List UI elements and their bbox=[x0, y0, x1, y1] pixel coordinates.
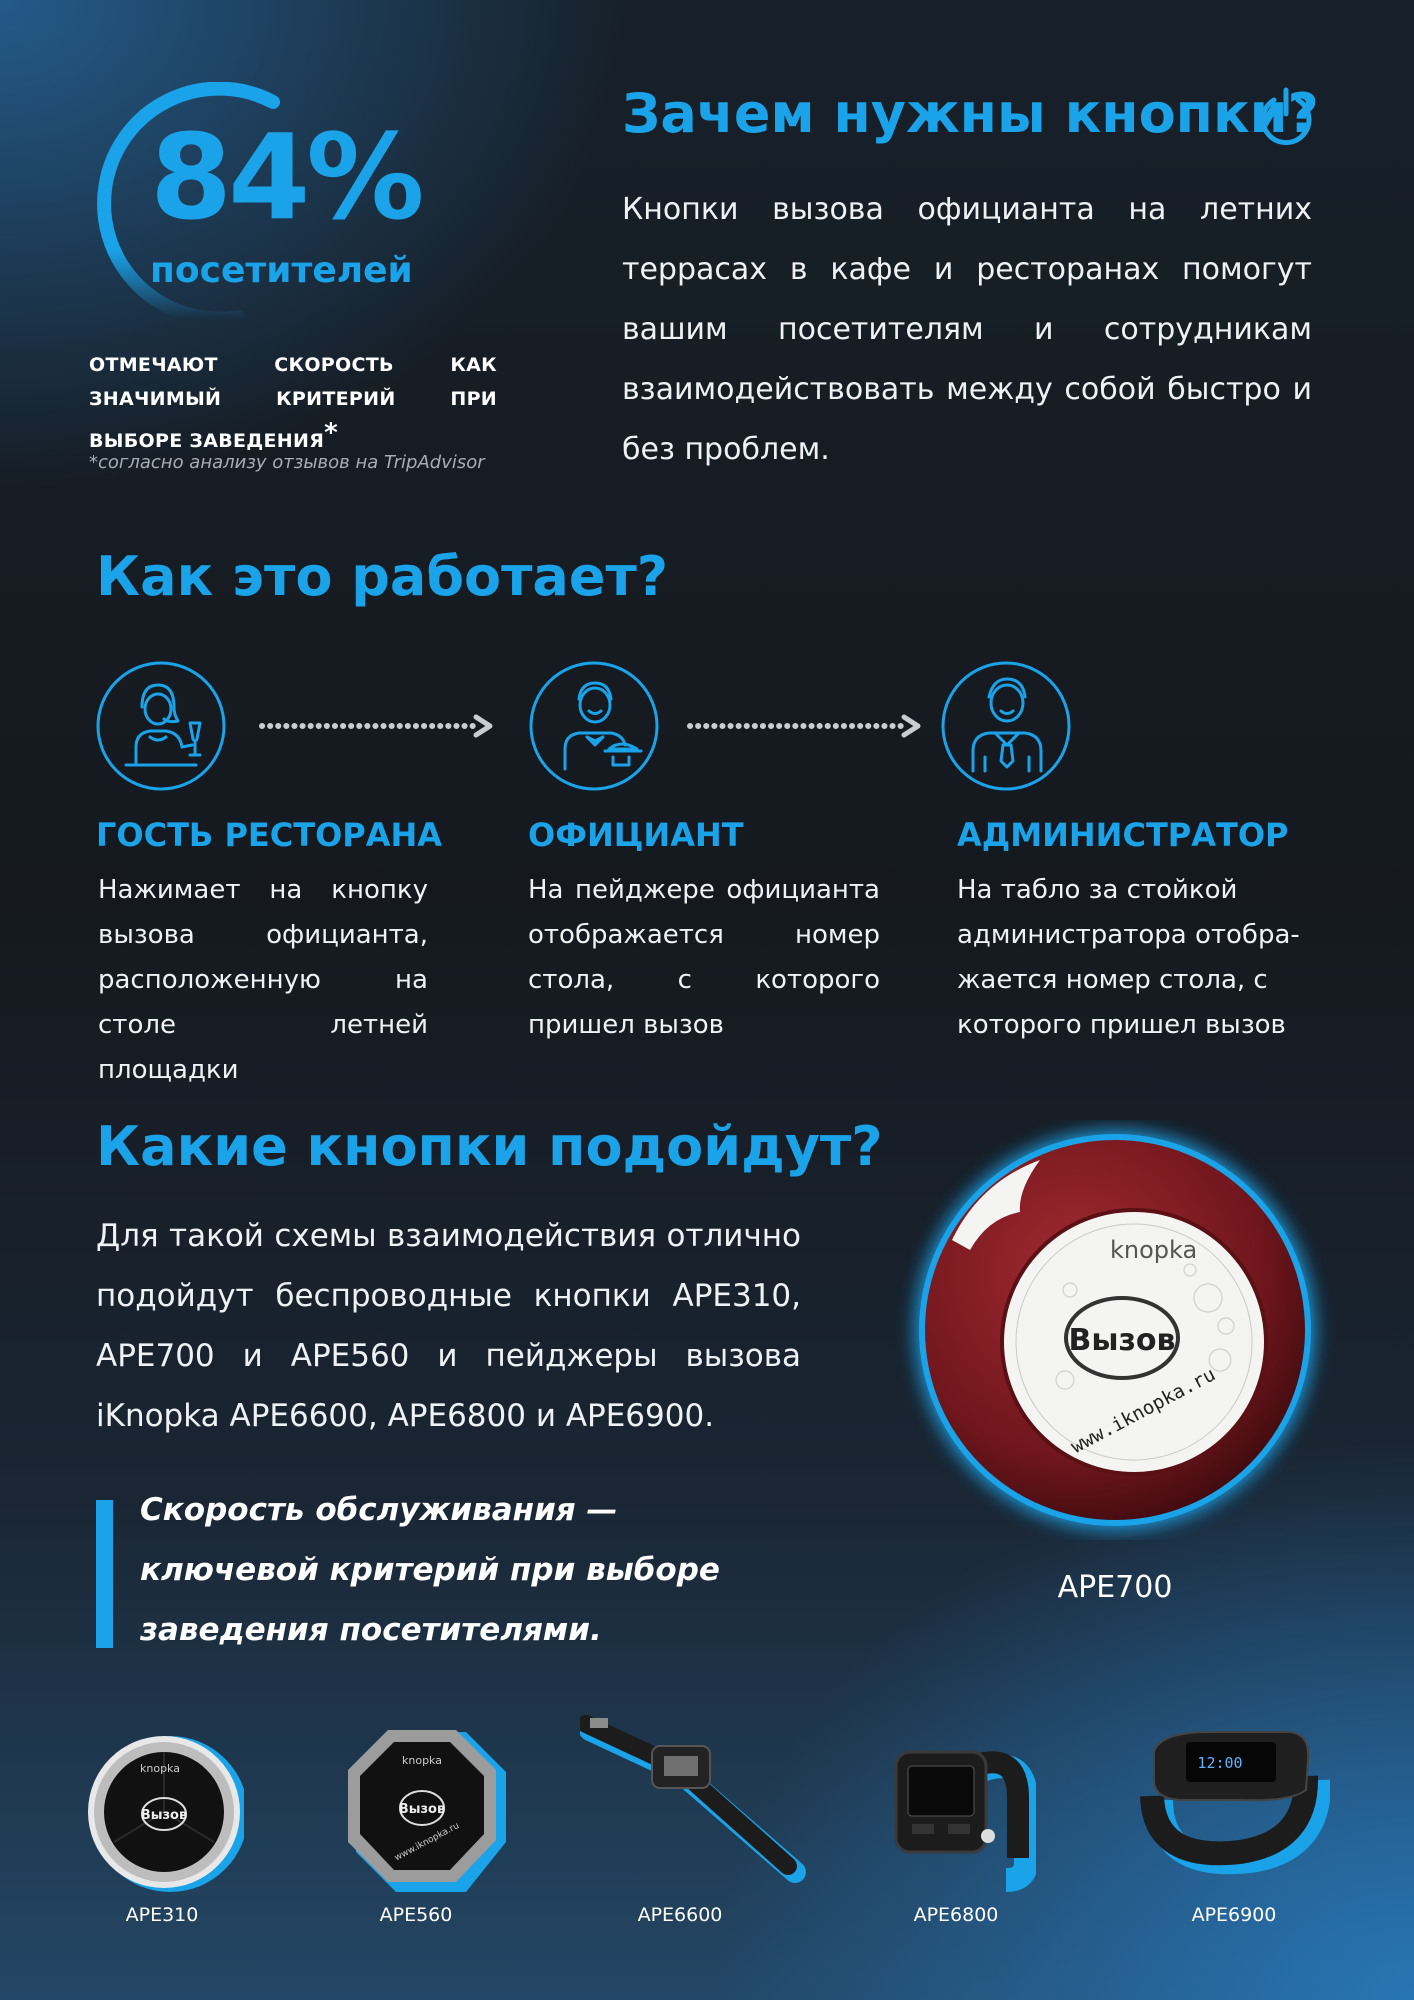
stat-unit: посетителей bbox=[150, 250, 413, 291]
product-label-ape6900: APE6900 bbox=[1191, 1904, 1277, 1926]
role-title-waiter: ОФИЦИАНТ bbox=[528, 816, 744, 854]
role-text-guest: Нажимает на кнопку вызова официанта, расположенную на столе летней площадки bbox=[98, 875, 428, 1085]
role-title-guest: ГОСТЬ РЕСТОРАНА bbox=[96, 816, 443, 854]
product-label-ape310: APE310 bbox=[125, 1904, 199, 1926]
product-image-ape6900 bbox=[1140, 1720, 1330, 1880]
stat-value: 84% bbox=[150, 108, 421, 246]
role-text-administrator: На табло за стойкой администратора отобра-жается номер стола, с которого пришел вызов bbox=[957, 875, 1300, 1040]
guest-with-glass-icon bbox=[96, 661, 226, 791]
which-title: Какие кнопки подойдут? bbox=[96, 1115, 883, 1178]
featured-brand: knopka bbox=[1110, 1236, 1198, 1264]
product-image-ape560 bbox=[336, 1722, 506, 1902]
dotted-arrow-icon bbox=[686, 711, 926, 741]
quote-text: Скорость обслуживания — ключевой критерий при выборе заведения посетителями. bbox=[140, 1492, 720, 1648]
role-title-administrator: АДМИНИСТРАТОР bbox=[957, 816, 1289, 854]
stat-description-text: ОТМЕЧАЮТ СКОРОСТЬ КАК ЗНАЧИМЫЙ КРИТЕРИЙ ПРИ ВЫБОРЕ ЗАВЕДЕНИЯ bbox=[89, 354, 497, 452]
product-label-ape6800: APE6800 bbox=[913, 1904, 999, 1926]
ape560-device-url: www.iknopka.ru bbox=[393, 1821, 462, 1864]
featured-caption: APE700 bbox=[1057, 1570, 1173, 1605]
how-title: Как это работает? bbox=[96, 545, 669, 608]
ape6900-screen-text: 12:00 bbox=[1197, 1754, 1243, 1772]
which-text: Для такой схемы взаимодействия отлично подойдут беспроводные кнопки APE310, APE700 и APE560 и пейджеры вызова iKnopka APE6600, APE6800 и APE6900. bbox=[96, 1218, 801, 1434]
product-label-ape560: APE560 bbox=[379, 1904, 453, 1926]
ape310-device-brand: knopka bbox=[140, 1762, 180, 1775]
quote-accent-bar bbox=[96, 1500, 113, 1648]
why-title: Зачем нужны кнопки? bbox=[622, 82, 1319, 145]
waiter-with-tray-icon bbox=[529, 661, 659, 791]
stat-asterisk: * bbox=[324, 418, 339, 448]
ape560-device-brand: knopka bbox=[402, 1754, 442, 1767]
stat-description bbox=[89, 348, 497, 458]
ape700-button-image bbox=[890, 1120, 1340, 1540]
featured-url: www.iknopka.ru bbox=[1067, 1363, 1220, 1459]
administrator-with-tie-icon bbox=[941, 661, 1071, 791]
stat-footnote: *согласно анализу отзывов на TripAdvisor bbox=[89, 452, 485, 473]
product-image-ape6800 bbox=[876, 1712, 1036, 1892]
product-image-ape310 bbox=[84, 1722, 244, 1902]
role-text-waiter: На пейджере официанта отображается номер стола, с которого пришел вызов bbox=[528, 875, 880, 1040]
power-icon bbox=[1258, 86, 1314, 146]
dotted-arrow-icon bbox=[258, 711, 498, 741]
why-text: Кнопки вызова официанта на летних террасах в кафе и ресторанах помогут вашим посетителям и сотрудникам взаимодействовать между собой быстро и без проблем. bbox=[622, 192, 1312, 467]
ape310-device-text: Вызов bbox=[140, 1808, 188, 1823]
product-image-ape6600 bbox=[580, 1712, 810, 1887]
product-label-ape6600: APE6600 bbox=[637, 1904, 723, 1926]
featured-button-text: Вызов bbox=[1068, 1323, 1176, 1358]
ape560-device-text: Вызов bbox=[398, 1802, 446, 1817]
